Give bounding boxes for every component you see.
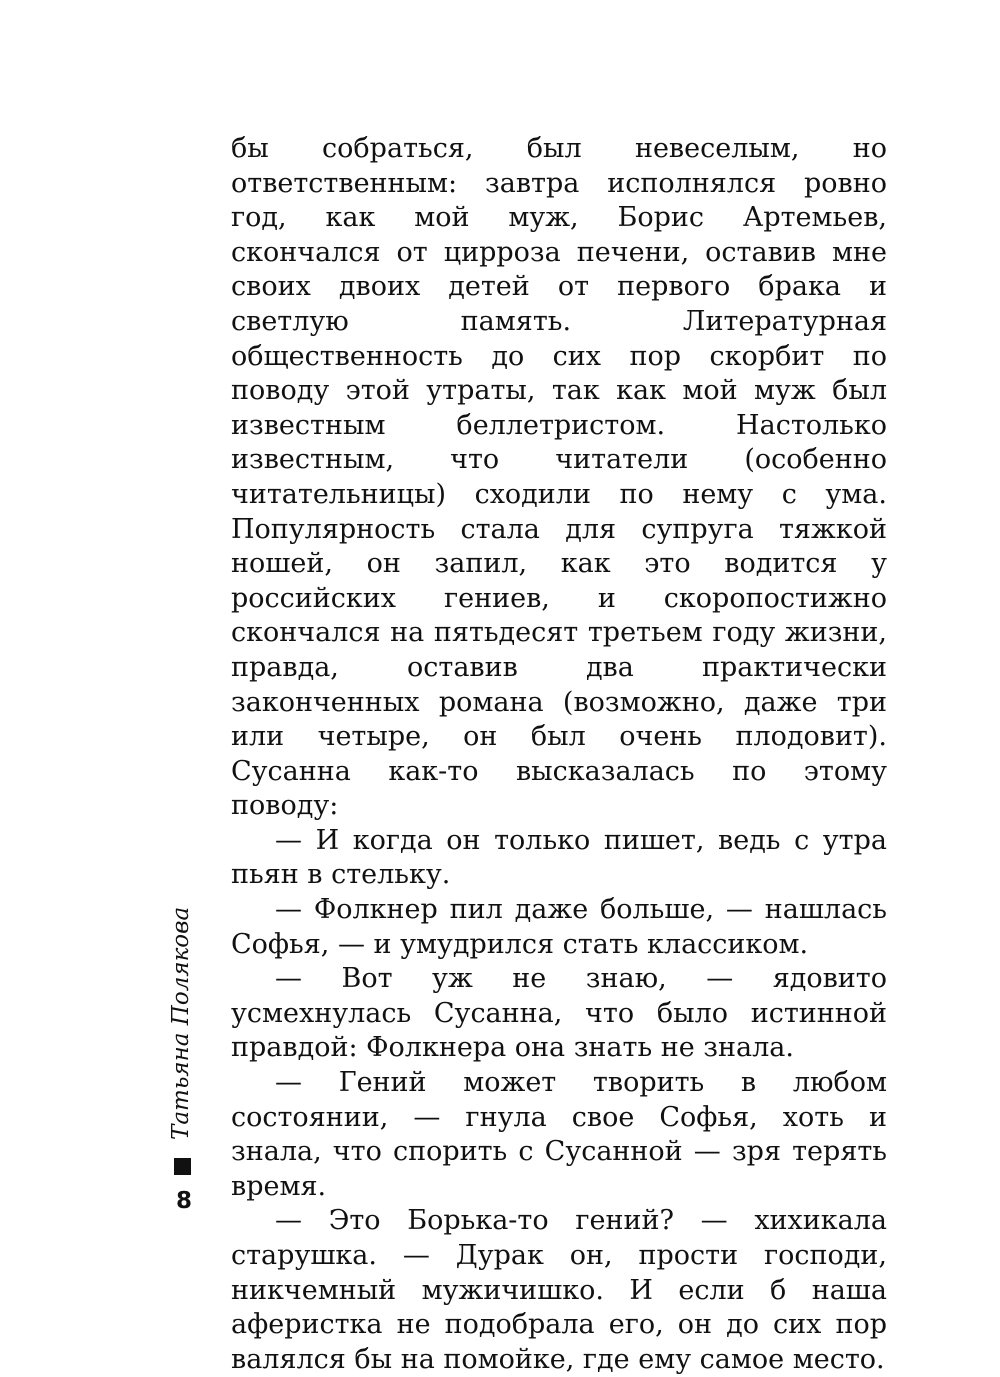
- running-head-author: Татьяна Полякова: [168, 906, 194, 1140]
- dialogue-paragraph: — Это Борька-то гений? — хихикала старушка. — Дурак он, прости господи, никчемный мужичишко. И если б наша аферистка не подобрала его, он до сих пор валялся бы на помойке, где ему самое место.: [231, 1205, 887, 1375]
- dialogue-paragraph: — И когда он только пишет, ведь с утра пьян в стельку.: [231, 824, 887, 891]
- dialogue-paragraph: — Вот уж не знаю, — ядовито усмехнулась Сусанна, что было истинной правдой: Фолкнера она знать не знала.: [231, 963, 887, 1064]
- body-text: [231, 132, 887, 1377]
- dialogue-paragraph: — Гений может творить в любом состоянии, — гнула свое Софья, хоть и знала, что спорить с Сусанной — зря терять время.: [231, 1067, 887, 1202]
- paragraph-continuation: бы собраться, был невеселым, но ответственным: завтра исполнялся ровно год, как мой муж, Борис Артемьев, скончался от цирроза печени, оставив мне своих двоих детей от первого брака и светлую память. Литературная общественность до сих пор скорбит по поводу этой утраты, так как мой муж был известным беллетристом. Настолько известным, что читатели (особенно читательницы) сходили по нему с ума. Популярность стала для супруга тяжкой ношей, он запил, как это водится у российских гениев, и скоропостижно скончался на пятьдесят третьем году жизни, правда, оставив два практически законченных романа (возможно, даже три или четыре, он был очень плодовит). Сусанна как-то высказалась по этому поводу:: [231, 133, 887, 822]
- dialogue-paragraph: — Фолкнер пил даже больше, — нашлась Софья, — и умудрился стать классиком.: [231, 894, 887, 960]
- square-ornament-icon: [174, 1158, 191, 1175]
- page-number: 8: [176, 1188, 193, 1214]
